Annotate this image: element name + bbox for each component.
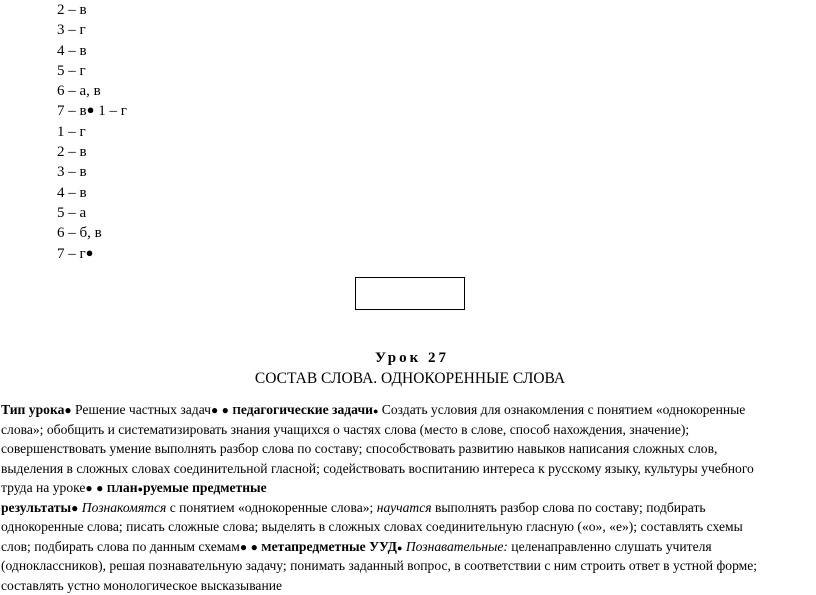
text-span: выполнять разбор слова по составу; подбирать <box>432 500 706 515</box>
answer-key-list <box>57 0 127 264</box>
empty-frame <box>355 277 465 310</box>
answer-item <box>57 183 127 203</box>
answer-text: 2 – в <box>57 144 87 160</box>
answer-text: 7 – г <box>57 246 86 262</box>
text-line <box>1 537 813 557</box>
answer-text: 1 – г <box>57 124 86 140</box>
answer-item <box>57 162 127 182</box>
lesson-description <box>1 400 813 595</box>
cognitive-label: Познавательные: <box>406 539 508 554</box>
bullet-icon: ● <box>138 484 143 494</box>
answer-text: 2 – в <box>57 2 87 18</box>
meta-label-cap: М <box>261 542 271 554</box>
planned-label-cap: П <box>107 483 116 495</box>
bullet-icon: ● <box>240 540 247 554</box>
text-span: слов; подбирать слова по данным схемам <box>1 539 240 554</box>
text-line: (одноклассников), решая познавательную задачу; понимать заданный вопрос, в соответствии с ним строить ответ в устной форме; <box>1 556 813 576</box>
answer-text: 4 – в <box>57 185 87 201</box>
text-line: совершенствовать умение выполнять разбор слова по составу; способствовать развитию навыков написания сложных слов, <box>1 439 813 459</box>
answer-item <box>57 41 127 61</box>
lesson-number: Урок 27 <box>0 350 816 367</box>
answer-text: 6 – а, в <box>57 83 101 99</box>
text-line: составлять устно монологическое высказывание <box>1 576 813 595</box>
answer-item <box>57 20 127 40</box>
answer-text: 5 – г <box>57 63 86 79</box>
answer-item <box>57 101 127 121</box>
bullet-icon: ● <box>397 543 402 553</box>
text-span: труда на уроке <box>1 480 85 495</box>
answer-text: 4 – в <box>57 43 87 59</box>
meta-label: етапредметные УУД <box>272 539 397 554</box>
text-line: выделения в сложных словах соединительной гласной; содействовать воспитанию интереса к русскому языку, культуры учебного <box>1 459 813 479</box>
answer-item <box>57 203 127 223</box>
bullet-icon: ● <box>96 481 103 495</box>
answer-item <box>57 244 127 264</box>
answer-text: 3 – в <box>57 164 87 180</box>
will-learn-label: научатся <box>377 500 432 515</box>
text-line <box>1 478 813 498</box>
answer-item <box>57 142 127 162</box>
learn-label: Познакомятся <box>82 500 167 515</box>
lesson-type-value: Решение частных задач <box>72 402 211 417</box>
answer-item <box>57 122 127 142</box>
bullet-icon: ● <box>85 481 92 495</box>
answer-item <box>57 0 127 20</box>
bullet-icon: ● <box>222 403 229 417</box>
text-span: целенаправленно слушать учителя <box>508 539 712 554</box>
text-line: слова»; обобщить и систематизировать знания учащихся о частях слова (место в слове, способ нахождения, значение); <box>1 420 813 440</box>
lesson-title: СОСТАВ СЛОВА. ОДНОКОРЕННЫЕ СЛОВА <box>0 370 816 388</box>
results-label: результаты <box>1 500 71 515</box>
answer-item <box>57 81 127 101</box>
bullet-icon: ● <box>251 540 258 554</box>
answer-text: 3 – г <box>57 22 86 38</box>
lesson-type-label: Тип урока <box>1 402 64 417</box>
planned-label: лан <box>115 480 137 495</box>
answer-item <box>57 61 127 81</box>
bullet-icon: ● <box>86 245 94 260</box>
goals-text: Создать условия для ознакомления с понятием «однокоренные <box>378 402 745 417</box>
text-span: с понятием «однокоренные слова»; <box>166 500 376 515</box>
text-line <box>1 498 813 518</box>
text-line <box>1 400 813 420</box>
planned-label: руемые предметные <box>143 480 267 495</box>
bullet-icon: ● <box>211 403 218 417</box>
answer-text: 5 – а <box>57 205 86 221</box>
text-line: однокоренные слова; писать сложные слова; выделять в сложных словах соединительную гласную («о», «е»); составлять схемы <box>1 517 813 537</box>
answer-text: 1 – г <box>98 103 127 119</box>
answer-text: 6 – б, в <box>57 225 102 241</box>
bullet-icon: ● <box>373 406 378 416</box>
bullet-icon: ● <box>64 403 71 417</box>
bullet-icon: ● <box>87 102 95 117</box>
answer-text: 7 – в <box>57 103 87 119</box>
goals-label-cap: П <box>232 405 241 417</box>
answer-item <box>57 223 127 243</box>
bullet-icon: ● <box>71 501 78 515</box>
goals-label: едагогические задачи <box>241 402 373 417</box>
